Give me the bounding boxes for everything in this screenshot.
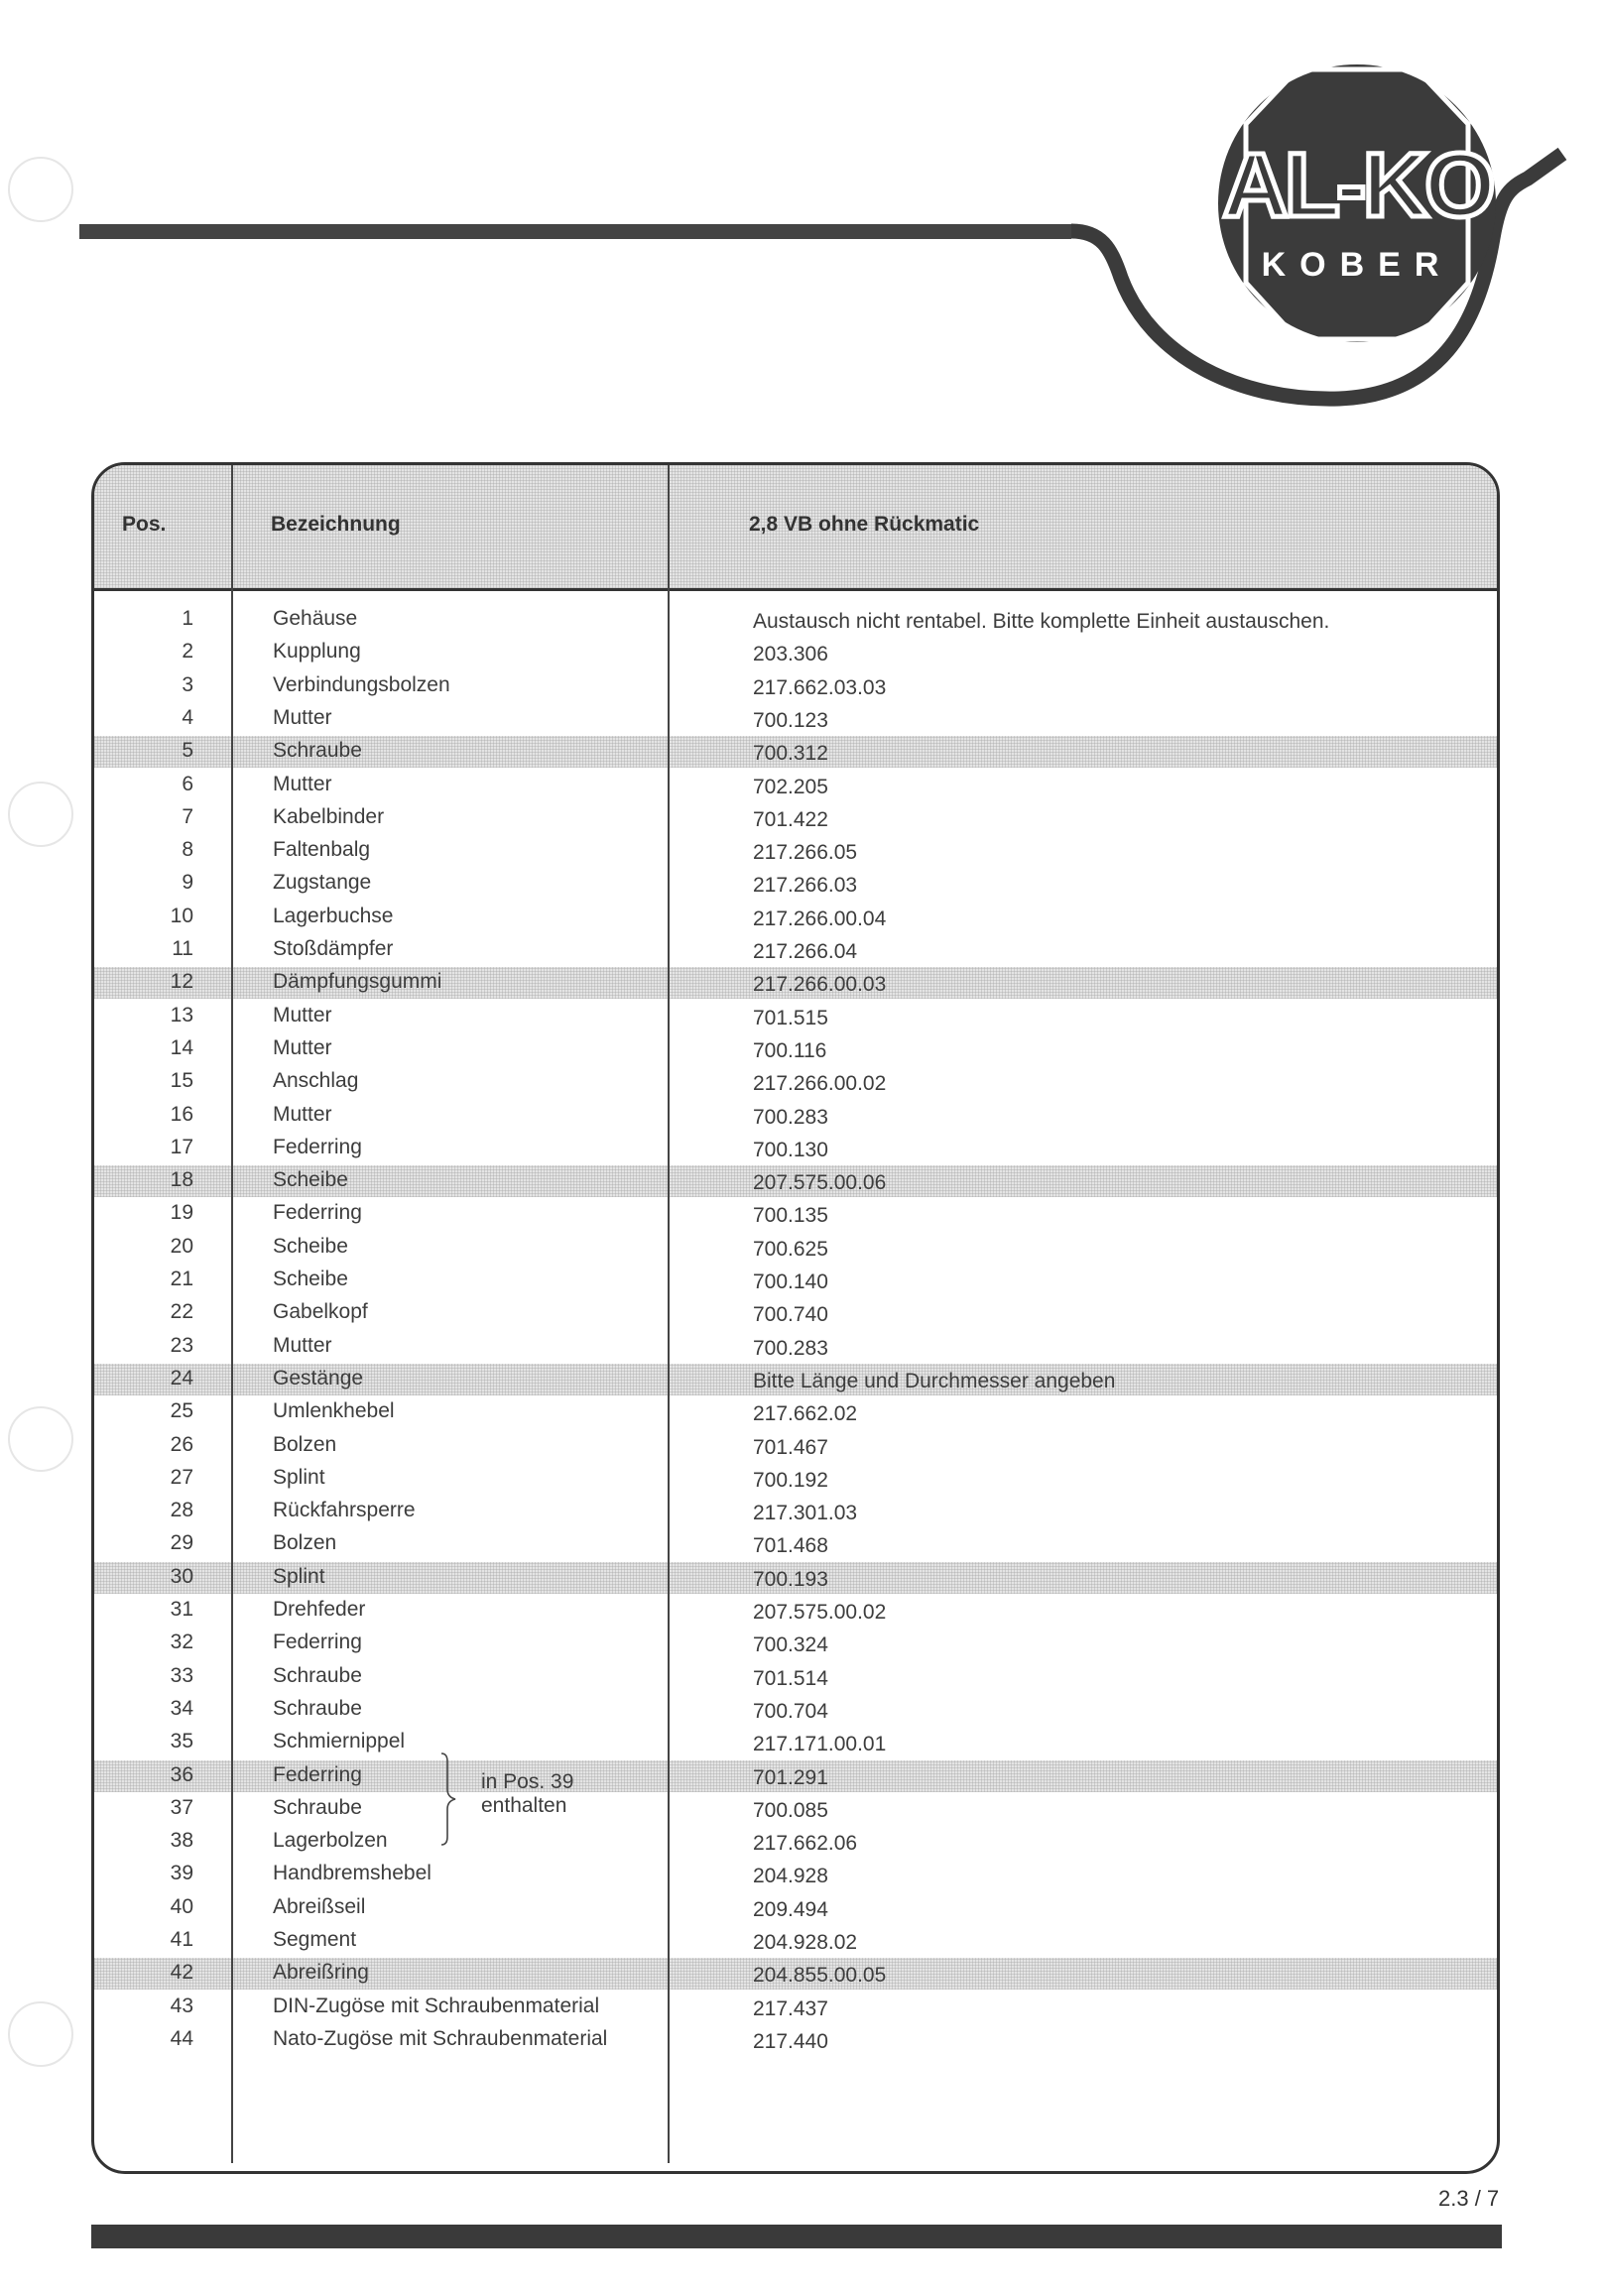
- table-row: [94, 1562, 1497, 1594]
- row-part-number: 701.515: [753, 1006, 828, 1029]
- row-designation: Dämpfungsgummi: [273, 970, 442, 994]
- row-pos: 14: [170, 1035, 193, 1059]
- row-pos: 26: [170, 1432, 193, 1456]
- row-part-number: 700.283: [753, 1336, 828, 1360]
- row-pos: 39: [170, 1862, 193, 1885]
- table-row: [94, 670, 1497, 702]
- row-designation: Drehfeder: [273, 1598, 366, 1621]
- row-part-number: 204.928.02: [753, 1931, 858, 1954]
- table-row: [94, 1100, 1497, 1132]
- row-pos: 25: [170, 1399, 193, 1423]
- row-designation: Faltenbalg: [273, 838, 371, 862]
- row-designation: Nato-Zugöse mit Schraubenmaterial: [273, 2026, 608, 2050]
- table-row: [94, 967, 1497, 999]
- row-designation: Federring: [273, 1135, 362, 1158]
- table-row: [94, 802, 1497, 834]
- row-designation: Federring: [273, 1201, 362, 1225]
- table-row: [94, 1165, 1497, 1197]
- row-pos: 5: [182, 739, 193, 763]
- row-designation: Handbremshebel: [273, 1862, 432, 1885]
- row-designation: Schraube: [273, 1663, 362, 1687]
- row-part-number: 217.301.03: [753, 1502, 858, 1525]
- table-row: [94, 868, 1497, 900]
- row-pos: 30: [170, 1564, 193, 1588]
- row-designation: Schraube: [273, 1795, 362, 1819]
- row-part-number: 217.171.00.01: [753, 1733, 887, 1756]
- alko-kober-logo: [1042, 30, 1605, 426]
- row-part-number: 700.123: [753, 708, 828, 732]
- row-part-number: 700.192: [753, 1468, 828, 1492]
- row-pos: 31: [170, 1598, 193, 1621]
- table-row: [94, 1265, 1497, 1296]
- table-row: [94, 1826, 1497, 1858]
- row-designation: Mutter: [273, 705, 332, 729]
- row-pos: 35: [170, 1730, 193, 1753]
- row-part-number: 701.467: [753, 1435, 828, 1459]
- row-part-number: 700.193: [753, 1567, 828, 1591]
- row-designation: Mutter: [273, 1333, 332, 1357]
- row-part-number: 701.514: [753, 1666, 828, 1690]
- row-pos: 3: [182, 672, 193, 696]
- row-pos: 15: [170, 1069, 193, 1093]
- row-designation: Schraube: [273, 739, 362, 763]
- row-pos: 28: [170, 1499, 193, 1522]
- row-pos: 24: [170, 1366, 193, 1390]
- row-pos: 34: [170, 1696, 193, 1720]
- row-designation: Mutter: [273, 772, 332, 795]
- header-pos: Pos.: [122, 513, 167, 536]
- row-part-number: 700.116: [753, 1038, 827, 1062]
- table-row: [94, 1496, 1497, 1527]
- row-part-number: 700.324: [753, 1633, 828, 1657]
- row-part-number: 217.662.03.03: [753, 675, 887, 699]
- table-row: [94, 1364, 1497, 1395]
- table-row: [94, 1232, 1497, 1264]
- table-row: [94, 1992, 1497, 2023]
- table-row: [94, 1297, 1497, 1329]
- table-row: [94, 1463, 1497, 1495]
- header-variant: 2,8 VB ohne Rückmatic: [749, 513, 980, 536]
- row-part-number: 701.422: [753, 807, 828, 831]
- table-row: [94, 1198, 1497, 1230]
- row-pos: 9: [182, 871, 193, 895]
- row-designation: Segment: [273, 1928, 357, 1951]
- row-designation: Gehäuse: [273, 607, 358, 630]
- row-part-number: Bitte Länge und Durchmesser angeben: [753, 1369, 1116, 1392]
- row-pos: 6: [182, 772, 193, 795]
- row-part-number: 204.928: [753, 1865, 828, 1888]
- row-part-number: 217.662.02: [753, 1402, 858, 1426]
- row-part-number: 700.283: [753, 1105, 828, 1129]
- row-designation: Gestänge: [273, 1366, 364, 1390]
- row-designation: Lagerbuchse: [273, 904, 394, 927]
- row-designation: Federring: [273, 1631, 362, 1654]
- table-row: [94, 1001, 1497, 1032]
- row-pos: 19: [170, 1201, 193, 1225]
- row-pos: 20: [170, 1234, 193, 1258]
- row-part-number: 700.140: [753, 1270, 828, 1293]
- row-part-number: 203.306: [753, 643, 828, 666]
- logo-subtitle: KOBER: [1261, 246, 1453, 284]
- row-part-number: Austausch nicht rentabel. Bitte komplette Einheit austauschen.: [753, 610, 1330, 633]
- row-part-number: 217.440: [753, 2029, 828, 2053]
- table-row: [94, 770, 1497, 801]
- table-row: [94, 934, 1497, 966]
- row-part-number: 701.468: [753, 1534, 828, 1558]
- row-pos: 2: [182, 640, 193, 664]
- page-number: 2.3 / 7: [1438, 2186, 1500, 2211]
- row-designation: Scheibe: [273, 1234, 348, 1258]
- row-pos: 40: [170, 1894, 193, 1918]
- table-row: [94, 1958, 1497, 1990]
- row-part-number: 217.437: [753, 1996, 828, 2020]
- row-pos: 7: [182, 804, 193, 828]
- table-row: [94, 1595, 1497, 1627]
- row-pos: 32: [170, 1631, 193, 1654]
- row-designation: Lagerbolzen: [273, 1829, 388, 1853]
- row-part-number: 217.266.00.02: [753, 1072, 887, 1096]
- punch-hole: [8, 1406, 73, 1472]
- column-divider: [668, 465, 670, 2163]
- row-designation: Mutter: [273, 1035, 332, 1059]
- row-part-number: 701.291: [753, 1765, 828, 1789]
- row-pos: 44: [170, 2026, 193, 2050]
- row-part-number: 217.266.00.04: [753, 906, 887, 930]
- table-row: [94, 1760, 1497, 1792]
- row-pos: 38: [170, 1829, 193, 1853]
- row-designation: Rückfahrsperre: [273, 1499, 416, 1522]
- row-designation: Abreißring: [273, 1961, 369, 1985]
- row-pos: 16: [170, 1102, 193, 1126]
- table-header: [94, 465, 1497, 591]
- row-part-number: 700.130: [753, 1138, 828, 1161]
- table-row: [94, 637, 1497, 668]
- logo-wordmark: AL-KO: [1222, 135, 1492, 236]
- row-pos: 37: [170, 1795, 193, 1819]
- row-pos: 12: [170, 970, 193, 994]
- table-row: [94, 835, 1497, 867]
- table-row: [94, 1892, 1497, 1924]
- table-row: [94, 1033, 1497, 1065]
- row-pos: 42: [170, 1961, 193, 1985]
- row-designation: Scheibe: [273, 1268, 348, 1290]
- table-row: [94, 1694, 1497, 1726]
- table-row: [94, 604, 1497, 636]
- row-designation: Splint: [273, 1465, 325, 1489]
- row-part-number: 700.135: [753, 1204, 828, 1228]
- row-designation: Mutter: [273, 1102, 332, 1126]
- group-note-line2: enthalten: [481, 1794, 567, 1817]
- row-pos: 29: [170, 1531, 193, 1555]
- table-row: [94, 2024, 1497, 2056]
- row-pos: 18: [170, 1168, 193, 1192]
- group-brace-icon: [439, 1752, 463, 1847]
- row-designation: Scheibe: [273, 1168, 348, 1192]
- column-divider: [231, 465, 233, 2163]
- row-pos: 10: [170, 904, 193, 927]
- table-row: [94, 902, 1497, 933]
- row-designation: Stoßdämpfer: [273, 937, 394, 960]
- row-designation: Mutter: [273, 1003, 332, 1027]
- row-designation: Abreißseil: [273, 1894, 366, 1918]
- row-part-number: 700.704: [753, 1699, 828, 1723]
- table-row: [94, 1430, 1497, 1462]
- row-designation: Bolzen: [273, 1432, 337, 1456]
- table-row: [94, 1331, 1497, 1363]
- parts-table: [91, 462, 1500, 2174]
- row-part-number: 207.575.00.02: [753, 1601, 887, 1624]
- row-pos: 33: [170, 1663, 193, 1687]
- row-part-number: 700.625: [753, 1237, 828, 1261]
- row-designation: Kupplung: [273, 640, 361, 664]
- row-pos: 17: [170, 1135, 193, 1158]
- punch-hole: [8, 782, 73, 847]
- row-designation: Bolzen: [273, 1531, 337, 1555]
- group-note-line1: in Pos. 39: [481, 1770, 574, 1793]
- header-rule: [79, 224, 1071, 239]
- table-row: [94, 1925, 1497, 1957]
- row-part-number: 702.205: [753, 775, 828, 798]
- row-part-number: 204.855.00.05: [753, 1964, 887, 1988]
- row-part-number: 700.085: [753, 1798, 828, 1822]
- row-pos: 41: [170, 1928, 193, 1951]
- row-designation: Umlenkhebel: [273, 1399, 395, 1423]
- punch-hole: [8, 2001, 73, 2067]
- row-part-number: 700.740: [753, 1303, 828, 1327]
- table-row: [94, 1628, 1497, 1659]
- row-designation: Verbindungsbolzen: [273, 672, 450, 696]
- row-part-number: 217.266.05: [753, 841, 858, 865]
- table-row: [94, 1066, 1497, 1098]
- table-row: [94, 1528, 1497, 1560]
- row-pos: 11: [172, 937, 193, 960]
- row-pos: 1: [182, 607, 193, 630]
- row-designation: Federring: [273, 1762, 362, 1786]
- row-part-number: 217.266.04: [753, 940, 858, 963]
- row-designation: Zugstange: [273, 871, 372, 895]
- row-pos: 36: [170, 1762, 193, 1786]
- footer-rule: [91, 2225, 1502, 2248]
- row-pos: 23: [170, 1333, 193, 1357]
- row-pos: 22: [170, 1300, 193, 1324]
- row-pos: 4: [182, 705, 193, 729]
- punch-hole: [8, 157, 73, 222]
- table-row: [94, 703, 1497, 735]
- row-designation: Kabelbinder: [273, 804, 385, 828]
- table-row: [94, 1396, 1497, 1428]
- row-part-number: 217.266.00.03: [753, 973, 887, 997]
- header-designation: Bezeichnung: [271, 513, 401, 536]
- row-part-number: 217.662.06: [753, 1832, 858, 1856]
- table-row: [94, 1859, 1497, 1890]
- row-designation: Gabelkopf: [273, 1300, 368, 1324]
- row-pos: 13: [170, 1003, 193, 1027]
- row-part-number: 207.575.00.06: [753, 1171, 887, 1195]
- row-designation: Schmiernippel: [273, 1730, 406, 1753]
- table-row: [94, 1793, 1497, 1825]
- table-row: [94, 1661, 1497, 1693]
- row-designation: Schraube: [273, 1696, 362, 1720]
- row-part-number: 217.266.03: [753, 874, 858, 898]
- row-designation: Anschlag: [273, 1069, 359, 1093]
- row-designation: DIN-Zugöse mit Schraubenmaterial: [273, 1994, 600, 2017]
- table-row: [94, 1133, 1497, 1164]
- table-row: [94, 1727, 1497, 1758]
- row-pos: 21: [170, 1268, 193, 1290]
- row-part-number: 700.312: [753, 742, 828, 766]
- row-part-number: 209.494: [753, 1897, 828, 1921]
- row-pos: 27: [170, 1465, 193, 1489]
- row-pos: 43: [170, 1994, 193, 2017]
- row-designation: Splint: [273, 1564, 325, 1588]
- row-pos: 8: [182, 838, 193, 862]
- table-row: [94, 736, 1497, 768]
